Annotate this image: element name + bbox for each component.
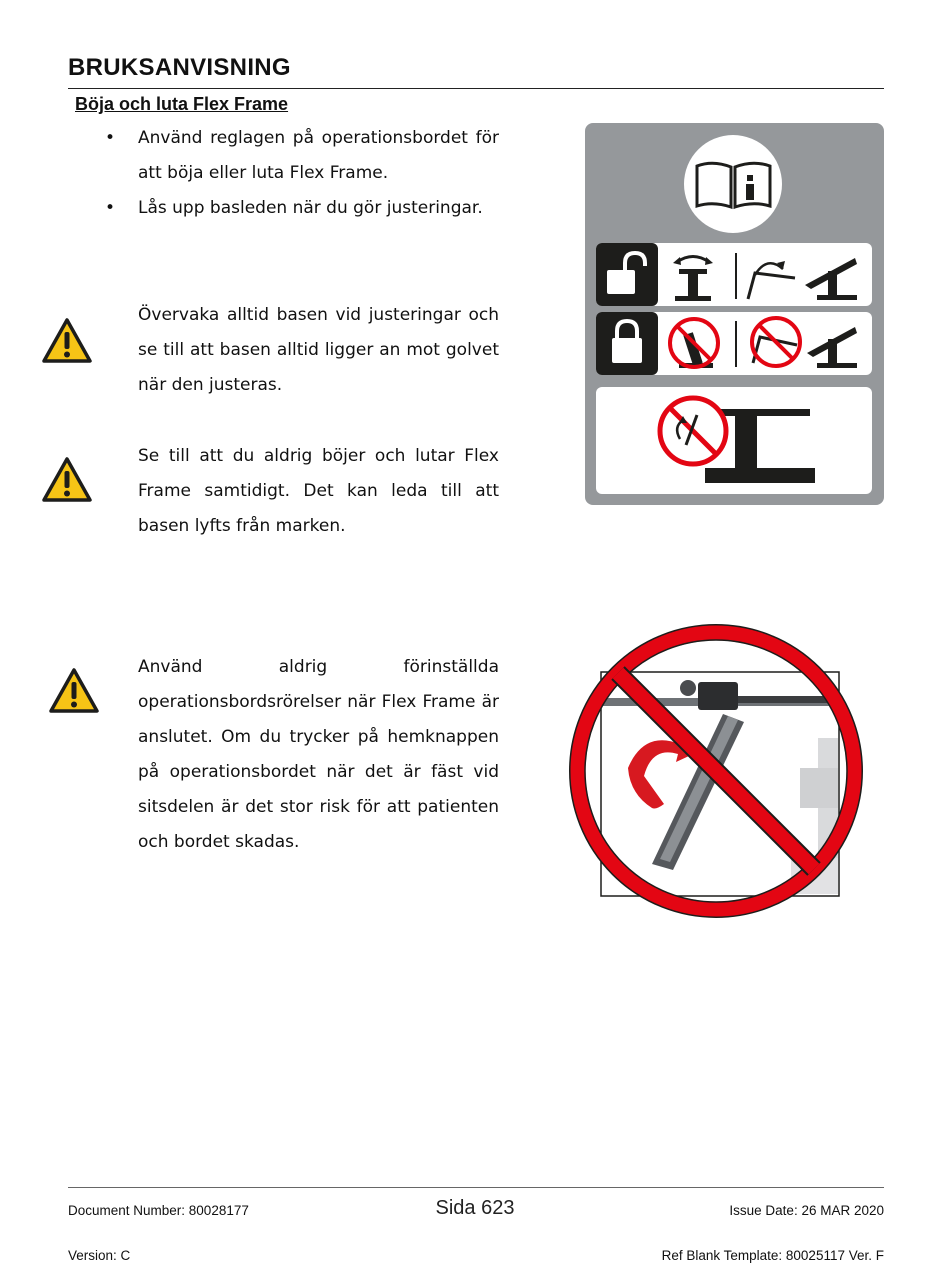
warning-triangle-icon bbox=[48, 667, 100, 715]
prohibited-home-button-illustration bbox=[548, 618, 885, 924]
warning-triangle-icon bbox=[41, 317, 93, 365]
document-title: BRUKSANVISNING bbox=[68, 54, 291, 81]
no-rotation-row bbox=[596, 387, 872, 494]
section-heading: Böja och luta Flex Frame bbox=[75, 94, 289, 114]
warning-triangle-icon bbox=[41, 456, 93, 504]
instruction-pictogram-panel bbox=[585, 123, 884, 505]
template-reference: Ref Blank Template: 80025117 Ver. F bbox=[661, 1248, 884, 1263]
document-number: Document Number: 80028177 bbox=[68, 1203, 249, 1218]
unlocked-row bbox=[596, 243, 872, 306]
read-manual-icon bbox=[684, 135, 782, 233]
warning-text: Övervaka alltid basen vid justeringar och se till att basen alltid ligger an mot golvet när den justeras. bbox=[138, 305, 499, 395]
warning-text: Använd aldrig förinställda operationsbordsrörelser när Flex Frame är anslutet. Om du trycker på hemknappen på operationsbordet när det är fäst vid sitsdelen är det stor risk för att patienten och bordet skadas. bbox=[138, 657, 499, 852]
issue-date: Issue Date: 26 MAR 2020 bbox=[729, 1203, 884, 1218]
header-divider bbox=[68, 88, 884, 89]
list-item: • Lås upp basleden när du gör justeringar. bbox=[105, 191, 499, 226]
warning-text: Se till att du aldrig böjer och lutar Flex Frame samtidigt. Det kan leda till att basen lyfts från marken. bbox=[138, 446, 499, 536]
instruction-list bbox=[105, 121, 499, 226]
list-item: • Använd reglagen på operationsbordet för att böja eller luta Flex Frame. bbox=[105, 121, 499, 191]
locked-row bbox=[596, 312, 872, 375]
version: Version: C bbox=[68, 1248, 131, 1263]
page-number: Sida 623 bbox=[435, 1197, 515, 1219]
footer-divider bbox=[68, 1187, 884, 1188]
prohibited-rotation-icon bbox=[660, 398, 726, 464]
